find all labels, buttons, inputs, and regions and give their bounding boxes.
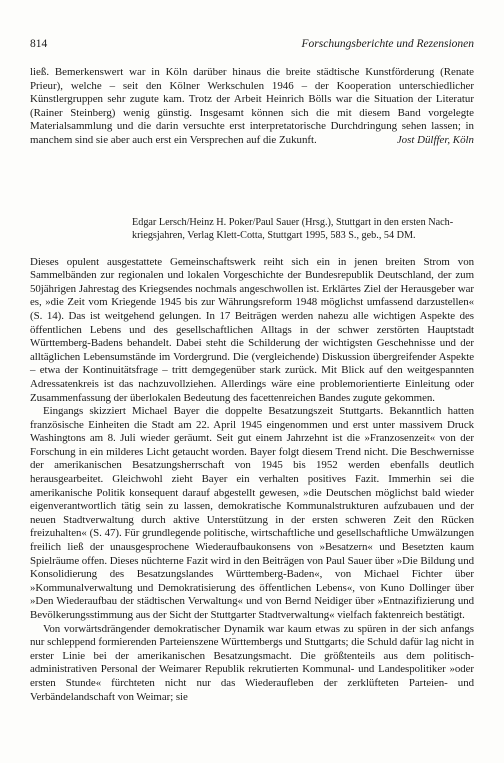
page-body	[30, 66, 474, 704]
running-head: Forschungsberichte und Rezensionen	[301, 38, 474, 50]
citation-line-1: Edgar Lersch/Heinz H. Poker/Paul Sauer (Hrsg.), Stuttgart in den ersten Nach-	[132, 216, 454, 228]
previous-review-closing-paragraph: ließ. Bemerkenswert war in Köln darüber hinaus die breite städtische Kunstförderung (Renate Prieur), welche – seit den Kölner Werkschulen 1946 – der Kooperation unterschiedlicher Künstlergruppen sehr zugute kam. Trotz der Arbeit Heinrich Bölls war die Situation der Literatur (Rainer Steinberg) wenig günstig. Insgesamt können sich die mit diesem Band vorgelegte Materialsammlung und die darin versuchte erst interpretatorische Durchdringung sehen lassen; in manchem sind sie aber auch erst ein Versprechen auf die Zukunft.	[30, 66, 474, 146]
review-paragraph-3: Von vorwärtsdrängender demokratischer Dynamik war kaum etwas zu spüren in der sich anfangs nur schleppend formierenden Parteienszene Württembergs und Stuttgarts; die Schuld dafür lag nicht in erster Linie bei der amerikanischen Besatzungsmacht. Die größtenteils aus dem politisch-administrativen Personal der Weimarer Republik rekrutierten Kommunal- und Landespolitiker »oder ersten Stunde« fürchteten nicht nur das Wiederaufleben der zerklüfteten Parteien- und Verbändelandschaft von Weimar; sie	[30, 622, 474, 703]
review-text	[30, 256, 474, 705]
review-paragraph-2: Eingangs skizziert Michael Bayer die doppelte Besatzungszeit Stuttgarts. Bekanntlich hatten französische Einheiten die Stadt am 22. April 1945 eingenommen und erst unter massivem Druck Washingtons am 8. Juli wieder geräumt. Seit gut einem Jahrzehnt ist die »Franzosenzeit« von der Forschung in ein milderes Licht getaucht worden. Bayer folgt diesem Trend nicht. Die Beschwernisse der amerikanischen Besatzungsherrschaft von 1945 bis 1952 werden ebenfalls deutlich herausgearbeitet. Gleichwohl zieht Bayer ein verhalten positives Fazit. Immerhin sei die amerikanische Politik konsequent darauf abgestellt gewesen, »die Deutschen möglichst bald wieder eigenverantwortlich tätig sein zu lassen, demokratische Kommunalstrukturen aufzubauen und der neuen Stadtverwaltung durch aktive Unterstützung in der ersten schweren Zeit den Rücken freizuhalten« (S. 47). Für grundlegende politische, wirtschaftliche und gesellschaftliche Umwälzungen freilich ließ der unausgesprochene Wiederaufbaukonsens von »Besatzern« und Besetzten kaum Spielräume offen. Dieses nüchterne Fazit wird in den Beiträgen von Paul Sauer über »Die Bildung und Konsolidierung des Besatzungslandes Württemberg-Baden«, von Michael Fichter über »Kommunalverwaltung und Demokratisierung des öffentlichen Lebens«, von Kuno Dollinger über »Den Wiederaufbau der städtischen Verwaltung« und von Bernd Neidiger über »Entnazifizierung und Bevölkerungsstimmung aus der Sicht der Stuttgarter Stadtverwaltung« vielfach faktenreich bestätigt.	[30, 405, 474, 621]
book-citation	[132, 216, 474, 242]
review-paragraph-1: Dieses opulent ausgestattete Gemeinschaftswerk reiht sich ein in jenen breiten Strom von Sammelbänden zur regionalen und lokalen Vorgeschichte der Bundesrepublik Deutschland, der zum 50jährigen Jahrestag des Kriegsendes nochmals angeschwollen ist. Erklärtes Ziel der Herausgeber war es, »die Zeit vom Kriegende 1945 bis zur Währungsreform 1948 möglichst umfassend darzustellen« (S. 14). Das ist weitgehend gelungen. In 17 Beiträgen werden nahezu alle wichtigen Aspekte des öffentlichen Lebens und des gesellschaftlichen Alltags in der schwer zerstörten Hauptstadt Württemberg-Badens behandelt. Dabei steht die Schilderung der wichtigsten Geschehnisse und der alltäglichen Lebensumstände im Vordergrund. Die (vergleichende) Diskussion übergreifender Aspekte – etwa der Kontinuitätsfrage – tritt demgegenüber stark zurück. Mit Blick auf den weitgespannten Adressatenkreis ist das nachzuvollziehen. Allerdings wäre eine problemorientierte Einleitung oder Zusammenfassung der überlokalen Bedeutung des facettenreichen Bandes zugute gekommen.	[30, 255, 474, 404]
citation-line-2: kriegsjahren, Verlag Klett-Cotta, Stuttgart 1995, 583 S., geb., 54 DM.	[132, 229, 416, 241]
page-header	[30, 36, 474, 52]
page-number: 814	[30, 38, 48, 50]
reviewer-signature: Jost Dülffer, Köln	[396, 133, 474, 146]
